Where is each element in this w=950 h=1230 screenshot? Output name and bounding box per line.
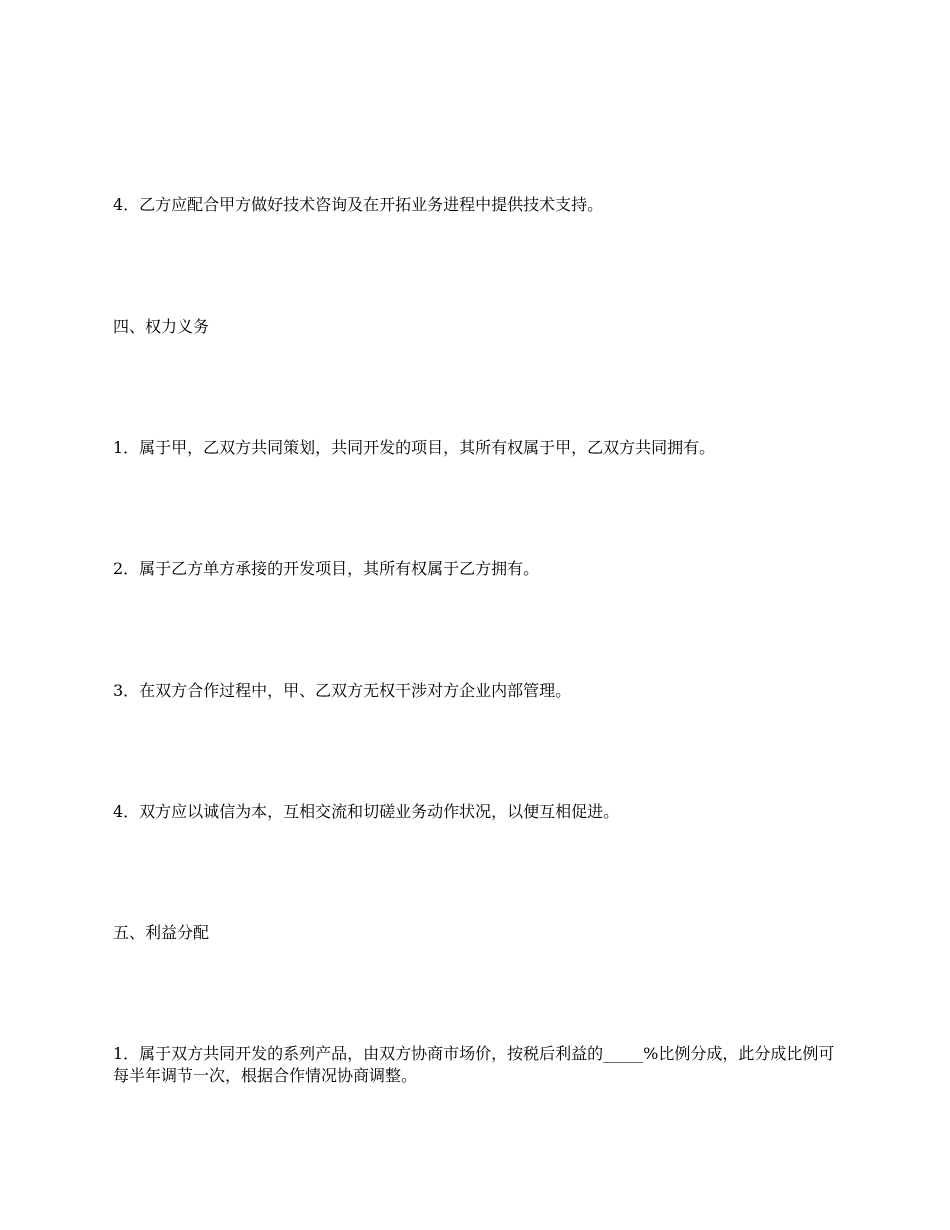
paragraph-no-interference: 3．在双方合作过程中，甲、乙双方无权干涉对方企业内部管理。 — [113, 681, 572, 700]
paragraph-profit-share: 1．属于双方共同开发的系列产品，由双方协商市场价，按税后利益的_____%比例分成，此分成比例可每半年调节一次，根据合作情况协商调整。 — [113, 1044, 835, 1085]
paragraph-good-faith: 4．双方应以诚信为本，互相交流和切磋业务动作状况，以便互相促进。 — [113, 802, 620, 821]
paragraph-party-b-ownership: 2．属于乙方单方承接的开发项目，其所有权属于乙方拥有。 — [113, 559, 540, 578]
paragraph-joint-ownership: 1．属于甲，乙双方共同策划，共同开发的项目，其所有权属于甲，乙双方共同拥有。 — [113, 438, 716, 457]
section-heading-rights-obligations: 四、权力义务 — [113, 317, 210, 336]
paragraph-technical-support: 4．乙方应配合甲方做好技术咨询及在开拓业务进程中提供技术支持。 — [113, 195, 604, 214]
section-heading-profit-distribution: 五、利益分配 — [113, 923, 210, 942]
